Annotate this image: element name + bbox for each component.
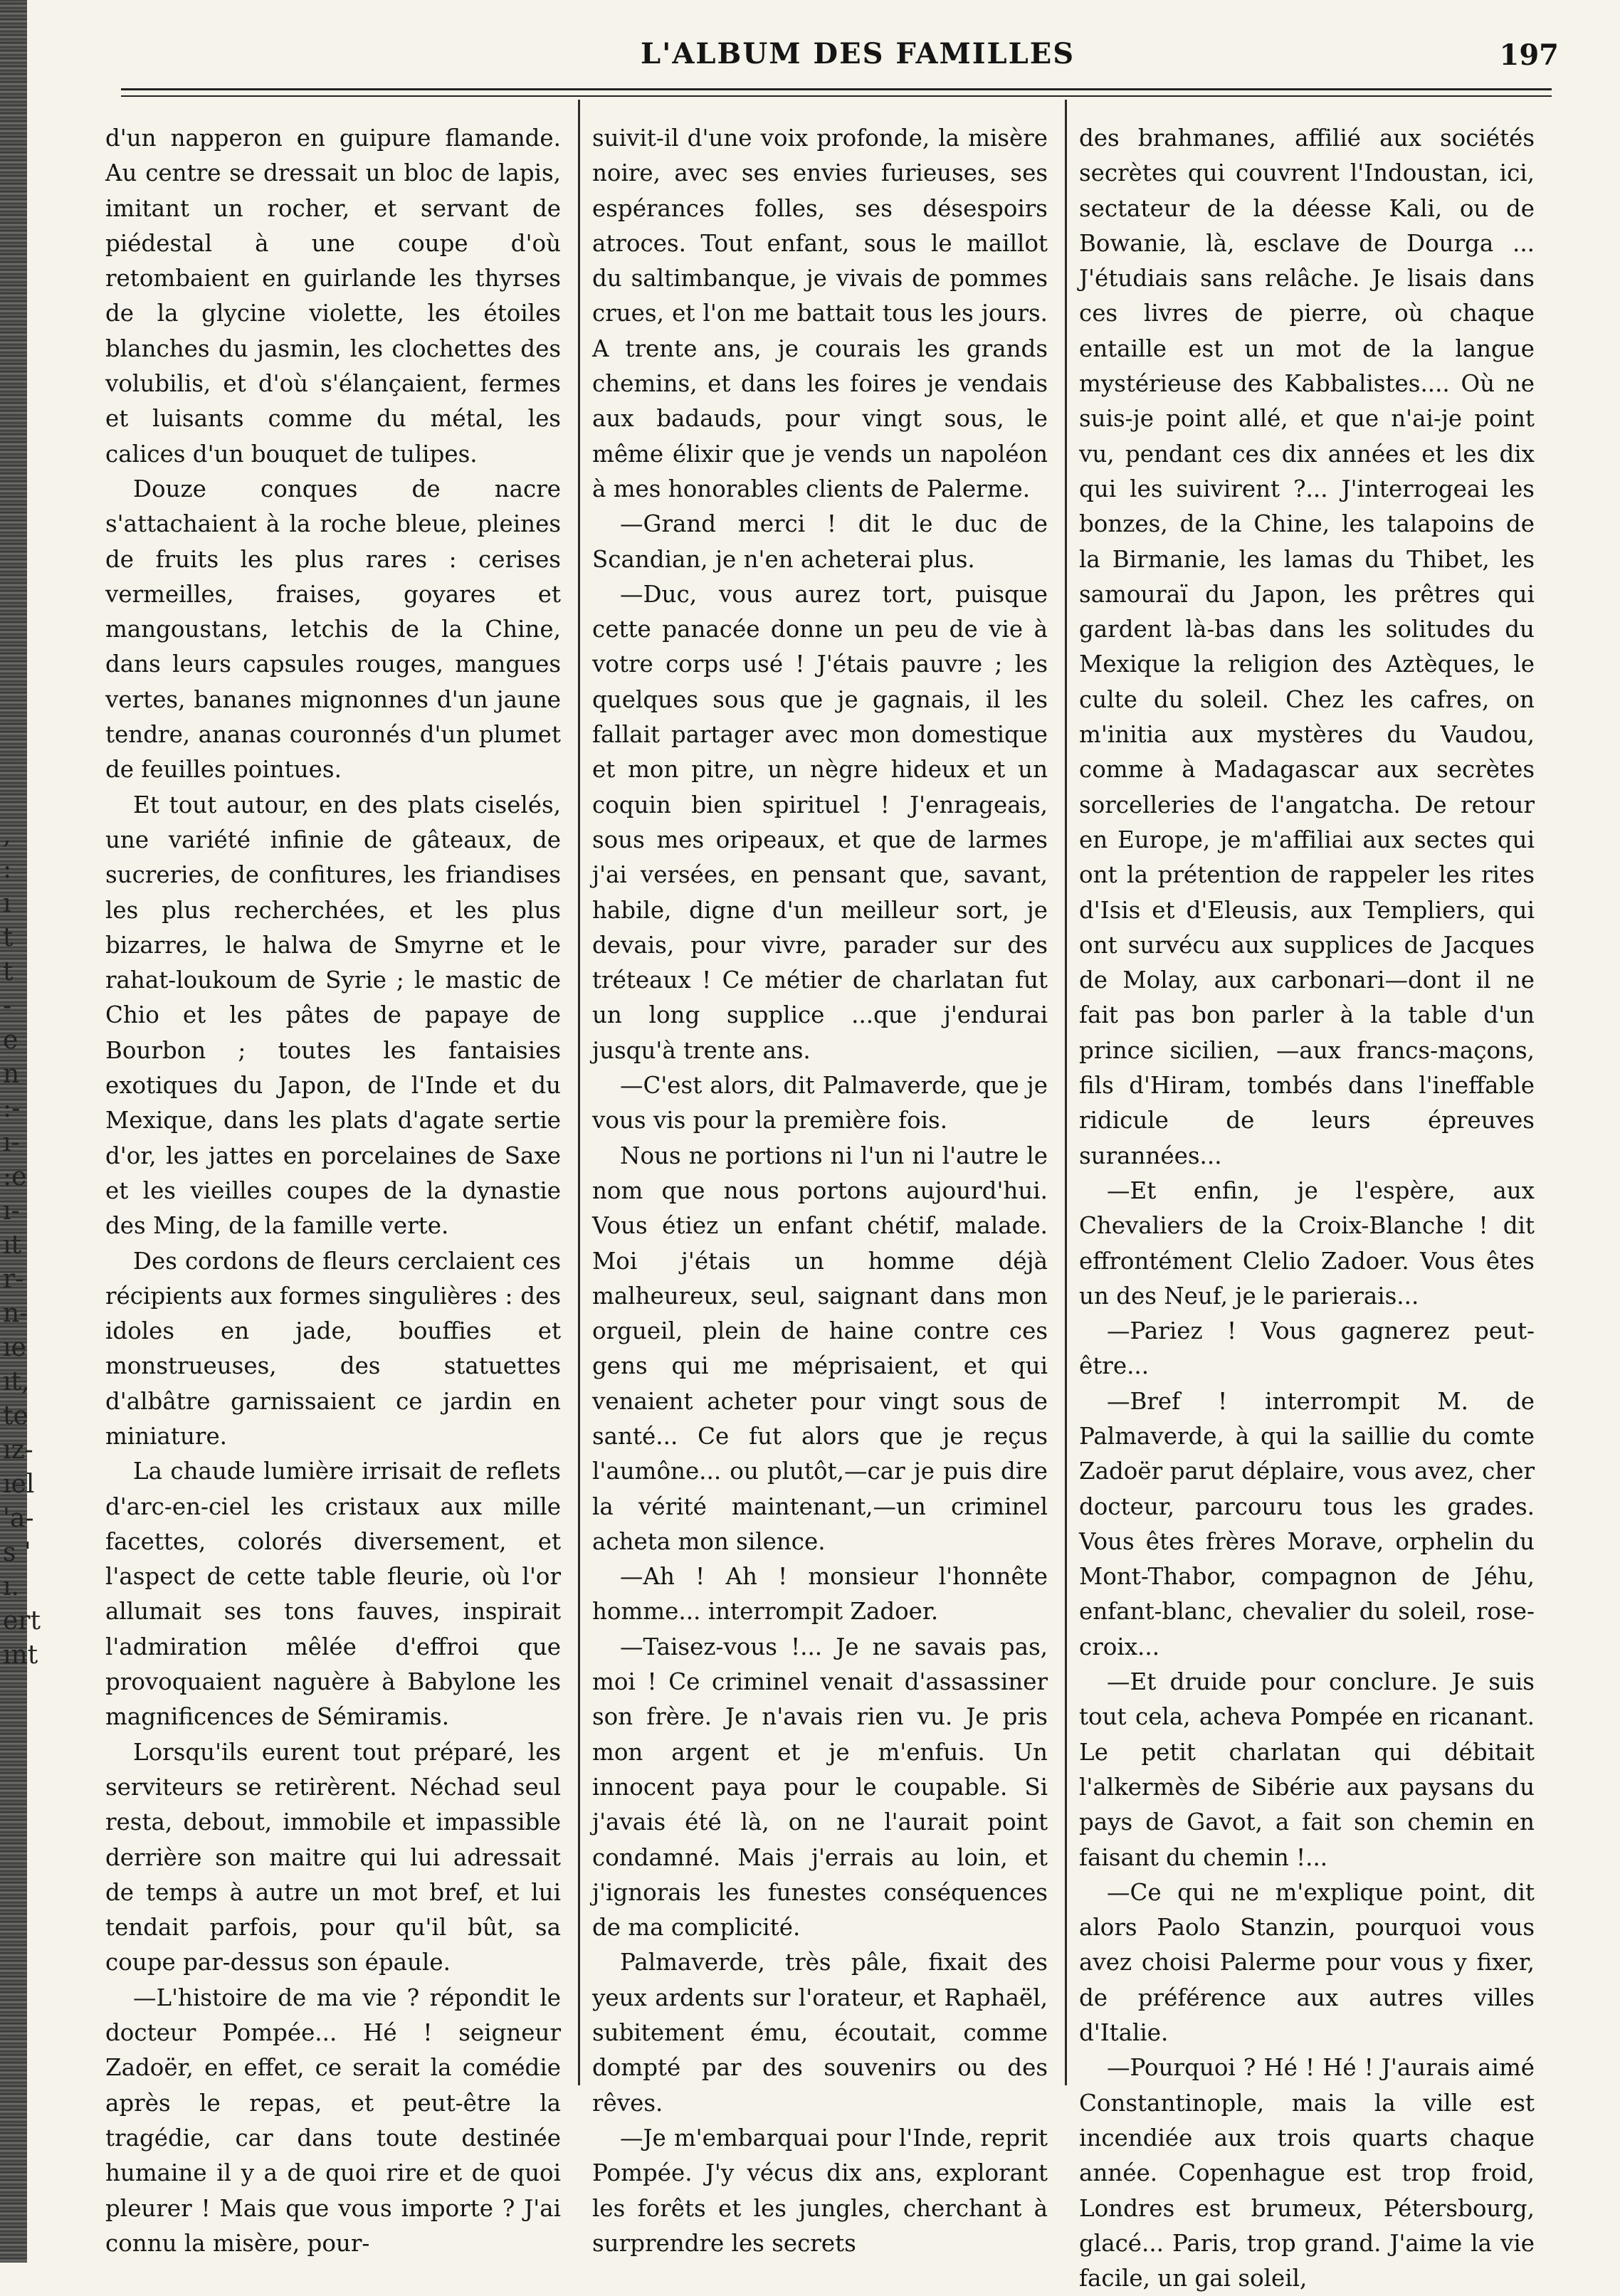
text-column-3 [1079, 121, 1535, 2292]
paragraph: —Et enfin, je l'espère, aux Chevaliers de la Croix-Blanche ! dit effrontément Clelio Zadoer. Vous êtes un des Neuf, je le parierais... [1079, 1176, 1535, 1310]
margin-fragment: n [3, 1060, 20, 1089]
paragraph: Et tout autour, en des plats ciselés, une variété infinie de gâteaux, de sucreries, de confitures, les friandises les plus recherchées, et les plus bizarres, le halwa de Smyrne et le rahat-loukoum de Syrie ; le mastic de Chio et les pâtes de papaye de Bourbon ; toutes les fantaisies exotiques du Japon, de l'Inde et du Mexique, dans les plats d'agate sertie d'or, les jattes en porcelaines de Saxe et les vieilles coupes de la dynastie des Ming, de la famille verte. [105, 791, 561, 1240]
margin-fragment: :- [3, 1094, 21, 1123]
paragraph: Lorsqu'ils eurent tout préparé, les serviteurs se retirèrent. Néchad seul resta, debout, immobile et impassible derrière son maitre qui lui adressait de temps à autre un mot bref, et lui tendait parfois, pour qu'il bût, sa coupe par-dessus son épaule. [105, 1738, 561, 1976]
paragraph: —L'histoire de ma vie ? répondit le docteur Pompée... Hé ! seigneur Zadoër, en effet, ce serait la comédie après le repas, et peut-être la tragédie, car dans toute destinée humaine il y a de quoi rire et de quoi pleurer ! Mais que vous importe ? J'ai connu la misère, pour- [105, 1984, 561, 2257]
paragraph: —Ce qui ne m'explique point, dit alors Paolo Stanzin, pourquoi vous avez choisi Palerme pour vous y fixer, de préférence aux autres villes d'Italie. [1079, 1878, 1535, 2047]
margin-fragment: ıt, [3, 1367, 30, 1396]
margin-fragment: , [3, 821, 11, 850]
paragraph: —Et druide pour conclure. Je suis tout cela, acheva Pompée en ricanant. Le petit charlatan qui débitait l'alkermès de Sibérie aux paysans du pays de Gavot, a fait son chemin en faisant du chemin !... [1079, 1668, 1535, 1871]
paragraph: —C'est alors, dit Palmaverde, que je vous vis pour la première fois. [592, 1072, 1048, 1134]
margin-fragment: r- [3, 1265, 24, 1294]
margin-fragment: :e [3, 1162, 27, 1191]
paragraph: Douze conques de nacre s'attachaient à la roche bleue, pleines de fruits les plus rares : cerises vermeilles, fraises, goyares et mangoustans, letchis de la Chine, dans leurs capsules rouges, mangues vertes, bananes mignonnes d'un jaune tendre, ananas couronnés d'un plumet de feuilles pointues. [105, 475, 561, 784]
margin-fragment: t [3, 923, 14, 952]
running-title: L'ALBUM DES FAMILLES [641, 37, 1075, 70]
paragraph: —Duc, vous aurez tort, puisque cette panacée donne un peu de vie à votre corps usé ! J'étais pauvre ; les quelques sous que je gagnais, il les fallait partager avec mon domestique et mon pitre, un nègre hideux et un coquin bien spirituel ! J'enrageais, sous mes oripeaux, et que de larmes j'ai versées, en pensant que, savant, habile, digne d'un meilleur sort, je devais, pour vivre, parader sur des tréteaux ! Ce métier de charlatan fut un long supplice ...que j'endurai jusqu'à trente ans. [592, 580, 1048, 1064]
margin-fragment: n- [3, 1299, 28, 1328]
margin-fragment: : [3, 855, 12, 884]
margin-fragment: - [3, 991, 12, 1021]
margin-fragment: ıt [3, 1231, 21, 1260]
paragraph: —Je m'embarquai pour l'Inde, reprit Pompée. J'y vécus dix ans, explorant les forêts et les jungles, cherchant à surprendre les secrets [592, 2124, 1048, 2257]
paragraph: —Pourquoi ? Hé ! Hé ! J'aurais aimé Constantinople, mais la ville est incendiée aux trois quarts chaque année. Copenhague est trop froid, Londres est brumeux, Pétersbourg, glacé... Paris, trop grand. J'aime la vie facile, un gai soleil, [1079, 2054, 1535, 2292]
paragraph: —Grand merci ! dit le duc de Scandian, je n'en acheterai plus. [592, 510, 1048, 573]
margin-fragment: ı [3, 889, 11, 918]
margin-fragment: te [3, 1401, 28, 1431]
text-column-1 [105, 121, 561, 2257]
margin-fragment: 'a- [3, 1504, 34, 1533]
margin-fragment: t [3, 957, 14, 986]
margin-fragment: e [3, 1026, 19, 1055]
column-divider [578, 100, 580, 2085]
text-column-2 [592, 121, 1048, 2257]
paragraph: Des cordons de fleurs cerclaient ces récipients aux formes singulières : des idoles en jade, bouffies et monstrueuses, des statuettes d'albâtre garnissaient ce jardin en miniature. [105, 1247, 561, 1450]
header-rule [121, 88, 1552, 97]
paragraph: suivit-il d'une voix profonde, la misère noire, avec ses envies furieuses, ses espérances folles, ses désespoirs atroces. Tout enfant, sous le maillot du saltimbanque, je vivais de pommes crues, et l'on me battait tous les jours. A trente ans, je courais les grands chemins, et dans les foires je vendais aux badauds, pour vingt sous, le même élixir que je vends un napoléon à mes honorables clients de Palerme. [592, 125, 1048, 502]
margin-fragment: ı. [3, 1572, 19, 1601]
page-number: 197 [1499, 38, 1559, 72]
column-divider [1065, 100, 1067, 2085]
margin-fragment: ert [3, 1606, 41, 1636]
margin-fragment: ız- [3, 1436, 33, 1465]
margin-fragment: ınt [3, 1641, 38, 1670]
paragraph: Palmaverde, très pâle, fixait des yeux ardents sur l'orateur, et Raphaël, subitement ému, écoutait, comme dompté par des souvenirs ou des rêves. [592, 1949, 1048, 2117]
paragraph: —Bref ! interrompit M. de Palmaverde, à qui la saillie du comte Zadoër parut déplaire, vous avez, cher docteur, parcouru tous les grades. Vous êtes frères Morave, orphelin du Mont-Thabor, compagnon de Jéhu, enfant-blanc, chevalier du soleil, rose-croix... [1079, 1387, 1535, 1660]
paragraph: La chaude lumière irrisait de reflets d'arc-en-ciel les cristaux aux mille facettes, colorés diversement, et l'aspect de cette table fleurie, où l'or allumait ses tons fauves, inspirait l'admiration mêlée d'effroi que provoquaient naguère à Babylone les magnificences de Sémiramis. [105, 1458, 561, 1731]
page-header [100, 37, 1559, 80]
margin-fragment: s ' [3, 1538, 31, 1567]
margin-fragment: ı- [3, 1128, 20, 1157]
paragraph: d'un napperon en guipure flamande. Au centre se dressait un bloc de lapis, imitant un rocher, et servant de piédestal à une coupe d'où retombaient en guirlande les thyrses de la glycine violette, les étoiles blanches du jasmin, les clochettes des volubilis, et d'où s'élançaient, fermes et luisants comme du métal, les calices d'un bouquet de tulipes. [105, 125, 561, 468]
paragraph: —Pariez ! Vous gagnerez peut-être... [1079, 1317, 1535, 1380]
paragraph: Nous ne portions ni l'un ni l'autre le nom que nous portons aujourd'hui. Vous étiez un enfant chétif, malade. Moi j'étais un homme déjà malheureux, seul, saignant dans mon orgueil, plein de haine contre ces gens qui me méprisaient, et qui venaient acheter pour vingt sous de santé... Ce fut alors que je reçus l'aumône... ou plutôt,—car je puis dire la vérité maintenant,—un criminel acheta mon silence. [592, 1142, 1048, 1555]
paragraph: des brahmanes, affilié aux sociétés secrètes qui couvrent l'Indoustan, ici, sectateur de la déesse Kali, ou de Bowanie, là, esclave de Dourga ... J'étudiais sans relâche. Je lisais dans ces livres de pierre, où chaque entaille est un mot de la langue mystérieuse des Kabbalistes.... Où ne suis-je point allé, et que n'ai-je point vu, pendant ces dix années et les dix qui les suivirent ?... J'interrogeai les bonzes, de la Chine, les talapoins de la Birmanie, les lamas du Thibet, les samouraï du Japon, les prêtres qui gardent là-bas dans les solitudes du Mexique la religion des Aztèques, le culte du soleil. Chez les cafres, on m'initia aux mystères du Vaudou, comme à Madagascar aux secrètes sorcelleries de l'angatcha. De retour en Europe, je m'affiliai aux sectes qui ont la prétention de rappeler les rites d'Isis et d'Eleusis, aux Templiers, qui ont survécu aux supplices de Jacques de Molay, aux carbonari—dont il ne fait pas bon parler à la table d'un prince sicilien, —aux francs-maçons, fils d'Hiram, tombés dans l'ineffable ridicule de leurs épreuves surannées... [1079, 125, 1535, 1169]
adjacent-page-fragments [3, 818, 50, 1673]
margin-fragment: ıel [3, 1470, 35, 1499]
margin-fragment: ıe [3, 1333, 26, 1362]
margin-fragment: ı- [3, 1196, 20, 1226]
paragraph: —Ah ! Ah ! monsieur l'honnête homme... interrompit Zadoer. [592, 1563, 1048, 1626]
paragraph: —Taisez-vous !... Je ne savais pas, moi ! Ce criminel venait d'assassiner son frère. Je n'avais rien vu. Je pris mon argent et je m'enfuis. Un innocent paya pour le coupable. Si j'avais été là, on ne l'aurait point condamné. Mais j'errais au loin, et j'ignorais les funestes conséquences de ma complicité. [592, 1633, 1048, 1942]
